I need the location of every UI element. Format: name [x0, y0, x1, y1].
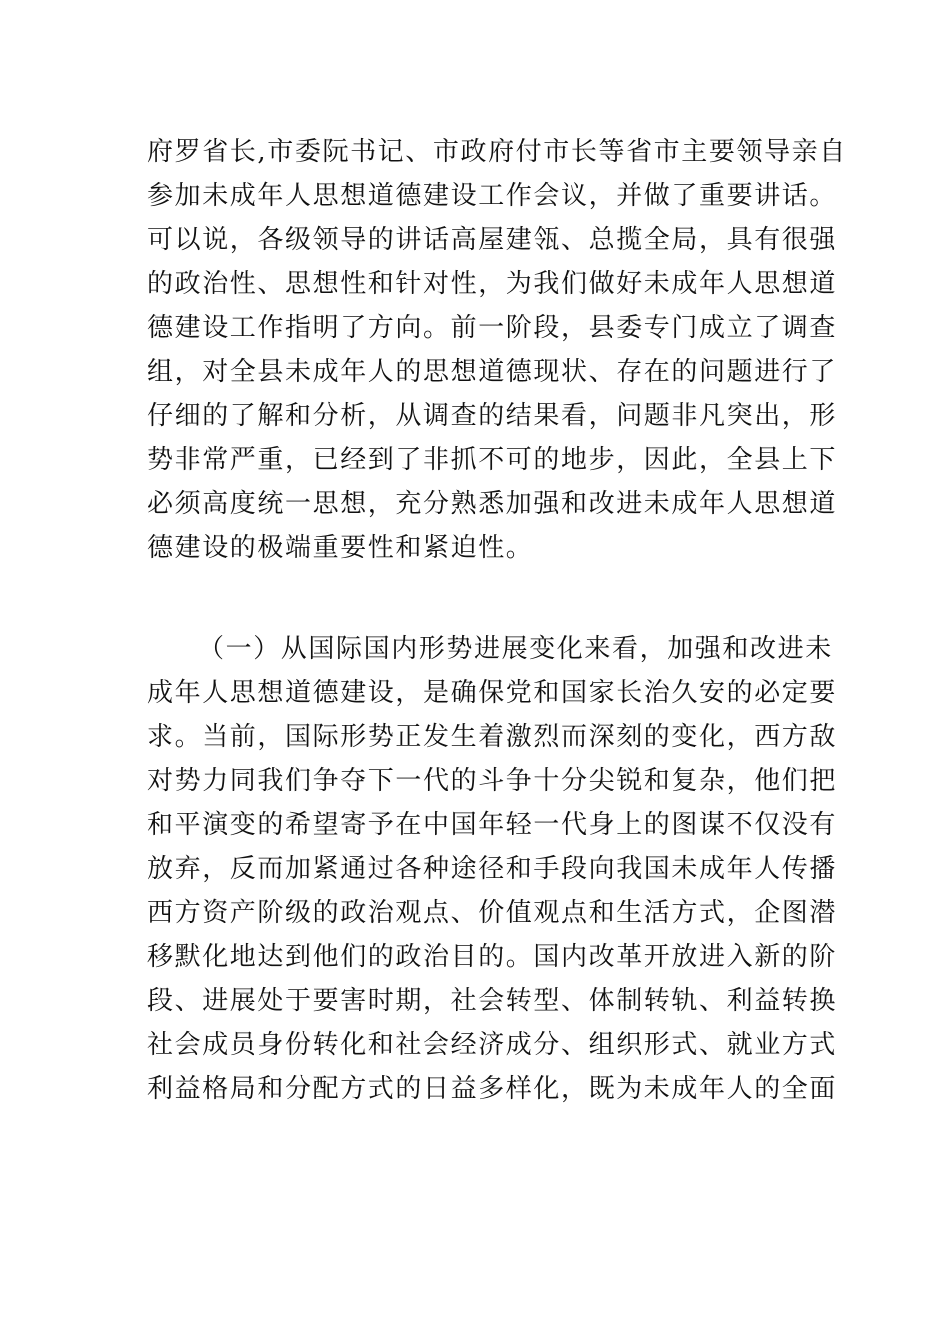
text-line: 和平演变的希望寄予在中国年轻一代身上的图谋不仅没有: [147, 810, 838, 840]
text-line: 求。当前，国际形势正发生着激烈而深刻的变化，西方敌: [147, 722, 838, 752]
text-line: 西方资产阶级的政治观点、价值观点和生活方式，企图潜: [147, 898, 838, 928]
text-line: （一）从国际国内形势进展变化来看，加强和改进未: [198, 634, 833, 664]
text-line: 府罗省长,市委阮书记、市政府付市长等省市主要领导亲自: [147, 137, 847, 167]
text-line: 段、进展处于要害时期，社会转型、体制转轨、利益转换: [147, 986, 838, 1016]
text-line: 利益格局和分配方式的日益多样化，既为未成年人的全面: [147, 1074, 838, 1104]
text-line: 德建设的极端重要性和紧迫性。: [147, 533, 534, 563]
text-line: 移默化地达到他们的政治目的。国内改革开放进入新的阶: [147, 942, 838, 972]
text-line: 德建设工作指明了方向。前一阶段，县委专门成立了调查: [147, 313, 838, 343]
text-line: 成年人思想道德建设，是确保党和国家长治久安的必定要: [147, 678, 838, 708]
text-line: 可以说，各级领导的讲话高屋建瓴、总揽全局，具有很强: [147, 225, 838, 255]
text-line: 社会成员身份转化和社会经济成分、组织形式、就业方式: [147, 1030, 838, 1060]
text-line: 势非常严重，已经到了非抓不可的地步，因此，全县上下: [147, 445, 838, 475]
text-line: 参加未成年人思想道德建设工作会议，并做了重要讲话。: [147, 181, 838, 211]
text-line: 对势力同我们争夺下一代的斗争十分尖锐和复杂，他们把: [147, 766, 838, 796]
text-line: 的政治性、思想性和针对性，为我们做好未成年人思想道: [147, 269, 838, 299]
text-line: 放弃，反而加紧通过各种途径和手段向我国未成年人传播: [147, 854, 838, 884]
text-line: 仔细的了解和分析，从调查的结果看，问题非凡突出，形: [147, 401, 838, 431]
text-line: 组，对全县未成年人的思想道德现状、存在的问题进行了: [147, 357, 838, 387]
text-line: 必须高度统一思想，充分熟悉加强和改进未成年人思想道: [147, 489, 838, 519]
